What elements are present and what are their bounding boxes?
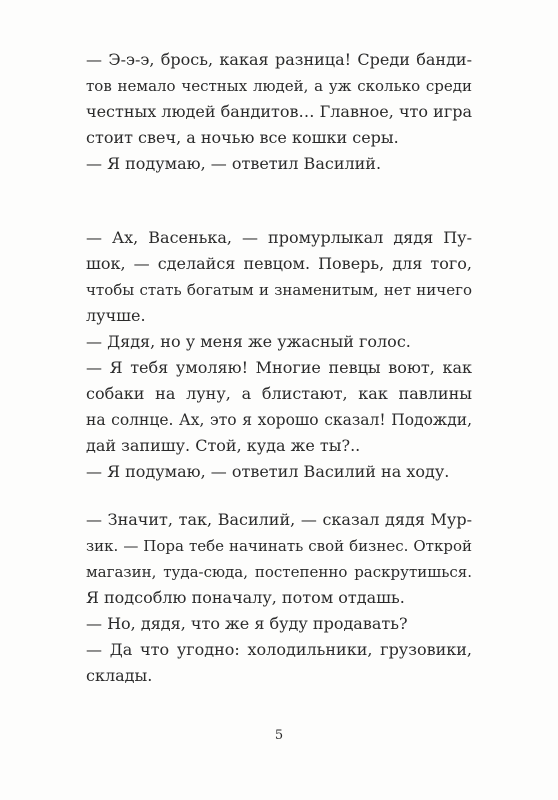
text-line: стоит свеч, а ночью все кошки серы. [86,128,399,147]
paragraph-block-2 [86,225,472,485]
text-line: — Да что угодно: холодильники, грузовики, [86,640,472,659]
text-line: — Ах, Васенька, — промурлыкал дядя Пу- [86,228,472,247]
text-line: дай запишу. Стой, куда же ты?.. [86,436,361,455]
text-line: — Дядя, но у меня же ужасный голос. [86,332,411,351]
text-line: честных людей бандитов… Главное, что игра [86,102,472,121]
paragraph-block-1 [86,47,472,177]
text-line: склады. [86,666,153,685]
text-line: чтобы стать богатым и знаменитым, нет ничего [86,281,472,299]
text-line: лучше. [86,306,146,325]
paragraph-block-3 [86,507,472,689]
page-number: 5 [274,728,284,743]
text-line: — Э-э-э, брось, какая разница! Среди банди- [86,50,472,69]
text-line: собаки на луну, а блистают, как павлины [86,384,472,403]
text-line: тов немало честных людей, а уж сколько среди [86,77,472,95]
text-line: — Но, дядя, что же я буду продавать? [86,614,408,633]
text-line: Я подсоблю поначалу, потом отдашь. [86,588,405,607]
text-line: зик. — Пора тебе начинать свой бизнес. Открой [86,537,472,555]
text-line: магазин, туда-сюда, постепенно раскрутишься. [86,563,472,581]
text-line: — Значит, так, Василий, — сказал дядя Мур- [86,510,472,529]
text-line: — Я тебя умоляю! Многие певцы воют, как [86,358,472,377]
text-line: шок, — сделайся певцом. Поверь, для того, [86,254,472,273]
text-line: — Я подумаю, — ответил Василий. [86,154,382,173]
text-line: на солнце. Ах, это я хорошо сказал! Подожди, [86,411,472,429]
text-line: — Я подумаю, — ответил Василий на ходу. [86,462,450,481]
